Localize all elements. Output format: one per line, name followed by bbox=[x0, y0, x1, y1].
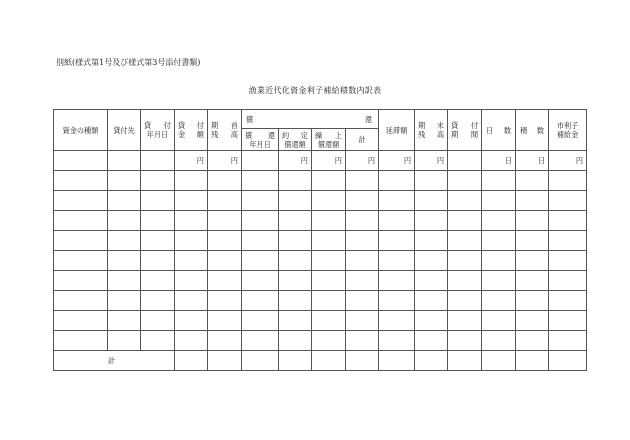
cell bbox=[415, 291, 448, 311]
header-subsidy-top: 市利子 bbox=[556, 121, 579, 130]
cell bbox=[379, 311, 415, 331]
cell bbox=[242, 311, 279, 331]
table-row bbox=[54, 291, 587, 311]
total-row bbox=[54, 351, 587, 371]
cell bbox=[549, 251, 587, 271]
header-opening-balance bbox=[208, 110, 242, 151]
cell bbox=[175, 231, 208, 251]
header-repayment-left: 償 bbox=[246, 114, 254, 124]
unit-closing-balance: 円 bbox=[415, 151, 448, 171]
cell bbox=[242, 351, 279, 371]
cell bbox=[346, 271, 379, 291]
cell bbox=[516, 231, 549, 251]
header-opening-balance-bottom: 残 高 bbox=[211, 130, 238, 139]
cell bbox=[415, 311, 448, 331]
cell bbox=[312, 211, 346, 231]
cell bbox=[175, 211, 208, 231]
header-loan-date bbox=[141, 110, 175, 151]
cell bbox=[141, 231, 175, 251]
cell bbox=[242, 331, 279, 351]
unit-scheduled: 円 bbox=[279, 151, 312, 171]
header-early-top: 繰 上 bbox=[315, 130, 342, 140]
cell bbox=[346, 331, 379, 351]
header-repayment-group bbox=[242, 110, 379, 129]
cell bbox=[54, 151, 108, 171]
cell bbox=[448, 311, 482, 331]
cell bbox=[108, 171, 141, 191]
header-subsidy-bottom: 補給金 bbox=[556, 130, 579, 139]
cell bbox=[279, 271, 312, 291]
header-early bbox=[312, 129, 346, 151]
cell bbox=[141, 191, 175, 211]
cell bbox=[549, 191, 587, 211]
cell bbox=[516, 291, 549, 311]
cell bbox=[448, 171, 482, 191]
total-label: 計 bbox=[54, 351, 175, 371]
table-row bbox=[54, 331, 587, 351]
cell bbox=[108, 331, 141, 351]
cell bbox=[208, 351, 242, 371]
cell bbox=[175, 251, 208, 271]
cell bbox=[415, 331, 448, 351]
cell bbox=[482, 251, 516, 271]
cell bbox=[482, 231, 516, 251]
cell bbox=[516, 251, 549, 271]
header-fund-type: 資金の種類 bbox=[54, 110, 108, 151]
cell bbox=[549, 171, 587, 191]
header-opening-balance-top: 期 首 bbox=[211, 121, 238, 130]
cell bbox=[482, 331, 516, 351]
cell bbox=[379, 231, 415, 251]
cell bbox=[208, 331, 242, 351]
cell bbox=[448, 291, 482, 311]
cell bbox=[279, 191, 312, 211]
cell bbox=[379, 191, 415, 211]
cell bbox=[346, 291, 379, 311]
header-repay-total: 計 bbox=[346, 129, 379, 151]
cell bbox=[108, 251, 141, 271]
cell bbox=[549, 351, 587, 371]
cell bbox=[448, 191, 482, 211]
cell bbox=[175, 191, 208, 211]
table-row bbox=[54, 271, 587, 291]
cell bbox=[346, 211, 379, 231]
cell bbox=[482, 191, 516, 211]
cell bbox=[415, 251, 448, 271]
cell bbox=[516, 311, 549, 331]
cell bbox=[279, 251, 312, 271]
header-repay-date bbox=[242, 129, 279, 151]
header-early-bottom: 償還額 bbox=[317, 139, 340, 149]
cell bbox=[549, 271, 587, 291]
cell bbox=[108, 211, 141, 231]
cell bbox=[482, 291, 516, 311]
cell bbox=[549, 211, 587, 231]
table-row bbox=[54, 191, 587, 211]
cell bbox=[448, 231, 482, 251]
cell bbox=[242, 251, 279, 271]
cell bbox=[108, 271, 141, 291]
cell bbox=[175, 291, 208, 311]
cell bbox=[312, 291, 346, 311]
cell bbox=[448, 331, 482, 351]
cell bbox=[312, 271, 346, 291]
cell bbox=[208, 271, 242, 291]
cell bbox=[141, 331, 175, 351]
cell bbox=[279, 291, 312, 311]
cell bbox=[379, 211, 415, 231]
cell bbox=[448, 251, 482, 271]
table-row bbox=[54, 311, 587, 331]
cell bbox=[516, 191, 549, 211]
cell bbox=[549, 311, 587, 331]
cell bbox=[242, 191, 279, 211]
header-loan-period-top: 貸 付 bbox=[451, 121, 479, 130]
cell bbox=[312, 191, 346, 211]
cell bbox=[312, 331, 346, 351]
cell bbox=[346, 231, 379, 251]
cell bbox=[379, 271, 415, 291]
cell bbox=[108, 191, 141, 211]
cell bbox=[448, 271, 482, 291]
cell bbox=[208, 211, 242, 231]
table-row bbox=[54, 171, 587, 191]
cell bbox=[54, 171, 108, 191]
unit-product: 日 bbox=[516, 151, 549, 171]
unit-early: 円 bbox=[312, 151, 346, 171]
unit-overdue: 円 bbox=[379, 151, 415, 171]
cell bbox=[379, 171, 415, 191]
header-scheduled-top: 約 定 bbox=[282, 130, 308, 140]
table-row bbox=[54, 231, 587, 251]
cell bbox=[415, 211, 448, 231]
cell bbox=[415, 351, 448, 371]
cell bbox=[242, 171, 279, 191]
cell bbox=[516, 211, 549, 231]
cell bbox=[379, 291, 415, 311]
cell bbox=[208, 191, 242, 211]
header-closing-balance-bottom: 残 高 bbox=[418, 130, 445, 139]
unit-row bbox=[54, 151, 587, 171]
header-loan-amount-bottom: 金 額 bbox=[178, 130, 204, 139]
cell bbox=[482, 211, 516, 231]
cell bbox=[54, 271, 108, 291]
cell bbox=[482, 311, 516, 331]
header-row-1 bbox=[54, 110, 587, 129]
cell bbox=[175, 171, 208, 191]
cell bbox=[242, 151, 279, 171]
header-loan-amount-top: 貸 付 bbox=[178, 121, 204, 130]
cell bbox=[482, 351, 516, 371]
cell bbox=[208, 311, 242, 331]
cell bbox=[279, 211, 312, 231]
cell bbox=[415, 191, 448, 211]
cell bbox=[175, 351, 208, 371]
cell bbox=[242, 211, 279, 231]
header-loan-period bbox=[448, 110, 482, 151]
cell bbox=[516, 331, 549, 351]
cell bbox=[516, 351, 549, 371]
cell bbox=[141, 271, 175, 291]
unit-opening-balance: 円 bbox=[208, 151, 242, 171]
header-closing-balance-top: 期 末 bbox=[418, 121, 445, 130]
header-product-text: 積 数 bbox=[520, 125, 545, 135]
cell bbox=[312, 231, 346, 251]
cell bbox=[208, 291, 242, 311]
cell bbox=[242, 231, 279, 251]
cell bbox=[482, 171, 516, 191]
cell bbox=[54, 211, 108, 231]
cell bbox=[415, 231, 448, 251]
cell bbox=[549, 291, 587, 311]
cell bbox=[549, 331, 587, 351]
cell bbox=[242, 291, 279, 311]
unit-subsidy: 円 bbox=[549, 151, 587, 171]
table-row bbox=[54, 251, 587, 271]
cell bbox=[516, 171, 549, 191]
header-repay-date-bottom: 年月日 bbox=[249, 139, 271, 149]
unit-repay-total: 円 bbox=[346, 151, 379, 171]
cell bbox=[54, 231, 108, 251]
header-overdue: 延滞額 bbox=[379, 110, 415, 151]
cell bbox=[208, 251, 242, 271]
cell bbox=[141, 311, 175, 331]
cell bbox=[346, 311, 379, 331]
cell bbox=[312, 311, 346, 331]
cell bbox=[448, 211, 482, 231]
cell bbox=[482, 271, 516, 291]
header-repayment-right: 還 bbox=[364, 114, 373, 124]
cell bbox=[175, 271, 208, 291]
interest-subsidy-table bbox=[53, 109, 587, 371]
cell bbox=[312, 351, 346, 371]
header-product bbox=[516, 110, 549, 151]
cell bbox=[108, 151, 141, 171]
cell bbox=[448, 151, 482, 171]
cell bbox=[279, 171, 312, 191]
cell bbox=[346, 351, 379, 371]
cell bbox=[279, 351, 312, 371]
cell bbox=[141, 151, 175, 171]
header-loan-period-bottom: 期 間 bbox=[451, 130, 479, 139]
header-repay-date-top: 償 還 bbox=[245, 130, 275, 140]
cell bbox=[54, 191, 108, 211]
cell bbox=[108, 311, 141, 331]
cell bbox=[175, 331, 208, 351]
cell bbox=[379, 331, 415, 351]
header-note: 別紙(様式第1号及び様式第3号添付書類) bbox=[56, 58, 201, 67]
cell bbox=[312, 171, 346, 191]
header-closing-balance bbox=[415, 110, 448, 151]
cell bbox=[346, 191, 379, 211]
cell bbox=[54, 291, 108, 311]
cell bbox=[54, 331, 108, 351]
table-row bbox=[54, 211, 587, 231]
cell bbox=[141, 171, 175, 191]
header-days-text: 日 数 bbox=[486, 125, 512, 135]
cell bbox=[175, 311, 208, 331]
cell bbox=[141, 211, 175, 231]
cell bbox=[208, 171, 242, 191]
cell bbox=[279, 331, 312, 351]
cell bbox=[379, 351, 415, 371]
cell bbox=[346, 171, 379, 191]
cell bbox=[279, 231, 312, 251]
header-loan-date-top: 貸 付 bbox=[144, 121, 171, 130]
cell bbox=[54, 311, 108, 331]
cell bbox=[415, 271, 448, 291]
header-loan-date-bottom: 年月日 bbox=[146, 130, 169, 139]
cell bbox=[516, 271, 549, 291]
cell bbox=[448, 351, 482, 371]
cell bbox=[242, 271, 279, 291]
header-scheduled bbox=[279, 129, 312, 151]
cell bbox=[108, 231, 141, 251]
document-title: 漁業近代化資金利子補給積数内訳表 bbox=[248, 86, 382, 95]
cell bbox=[141, 291, 175, 311]
unit-days: 日 bbox=[482, 151, 516, 171]
cell bbox=[208, 231, 242, 251]
cell bbox=[415, 171, 448, 191]
header-scheduled-bottom: 償還額 bbox=[284, 139, 306, 149]
cell bbox=[346, 251, 379, 271]
cell bbox=[141, 251, 175, 271]
cell bbox=[54, 251, 108, 271]
cell bbox=[279, 311, 312, 331]
header-days bbox=[482, 110, 516, 151]
header-loan-amount bbox=[175, 110, 208, 151]
cell bbox=[312, 251, 346, 271]
unit-loan-amount: 円 bbox=[175, 151, 208, 171]
cell bbox=[379, 251, 415, 271]
header-lender: 貸付先 bbox=[108, 110, 141, 151]
header-subsidy bbox=[549, 110, 587, 151]
cell bbox=[549, 231, 587, 251]
cell bbox=[108, 291, 141, 311]
